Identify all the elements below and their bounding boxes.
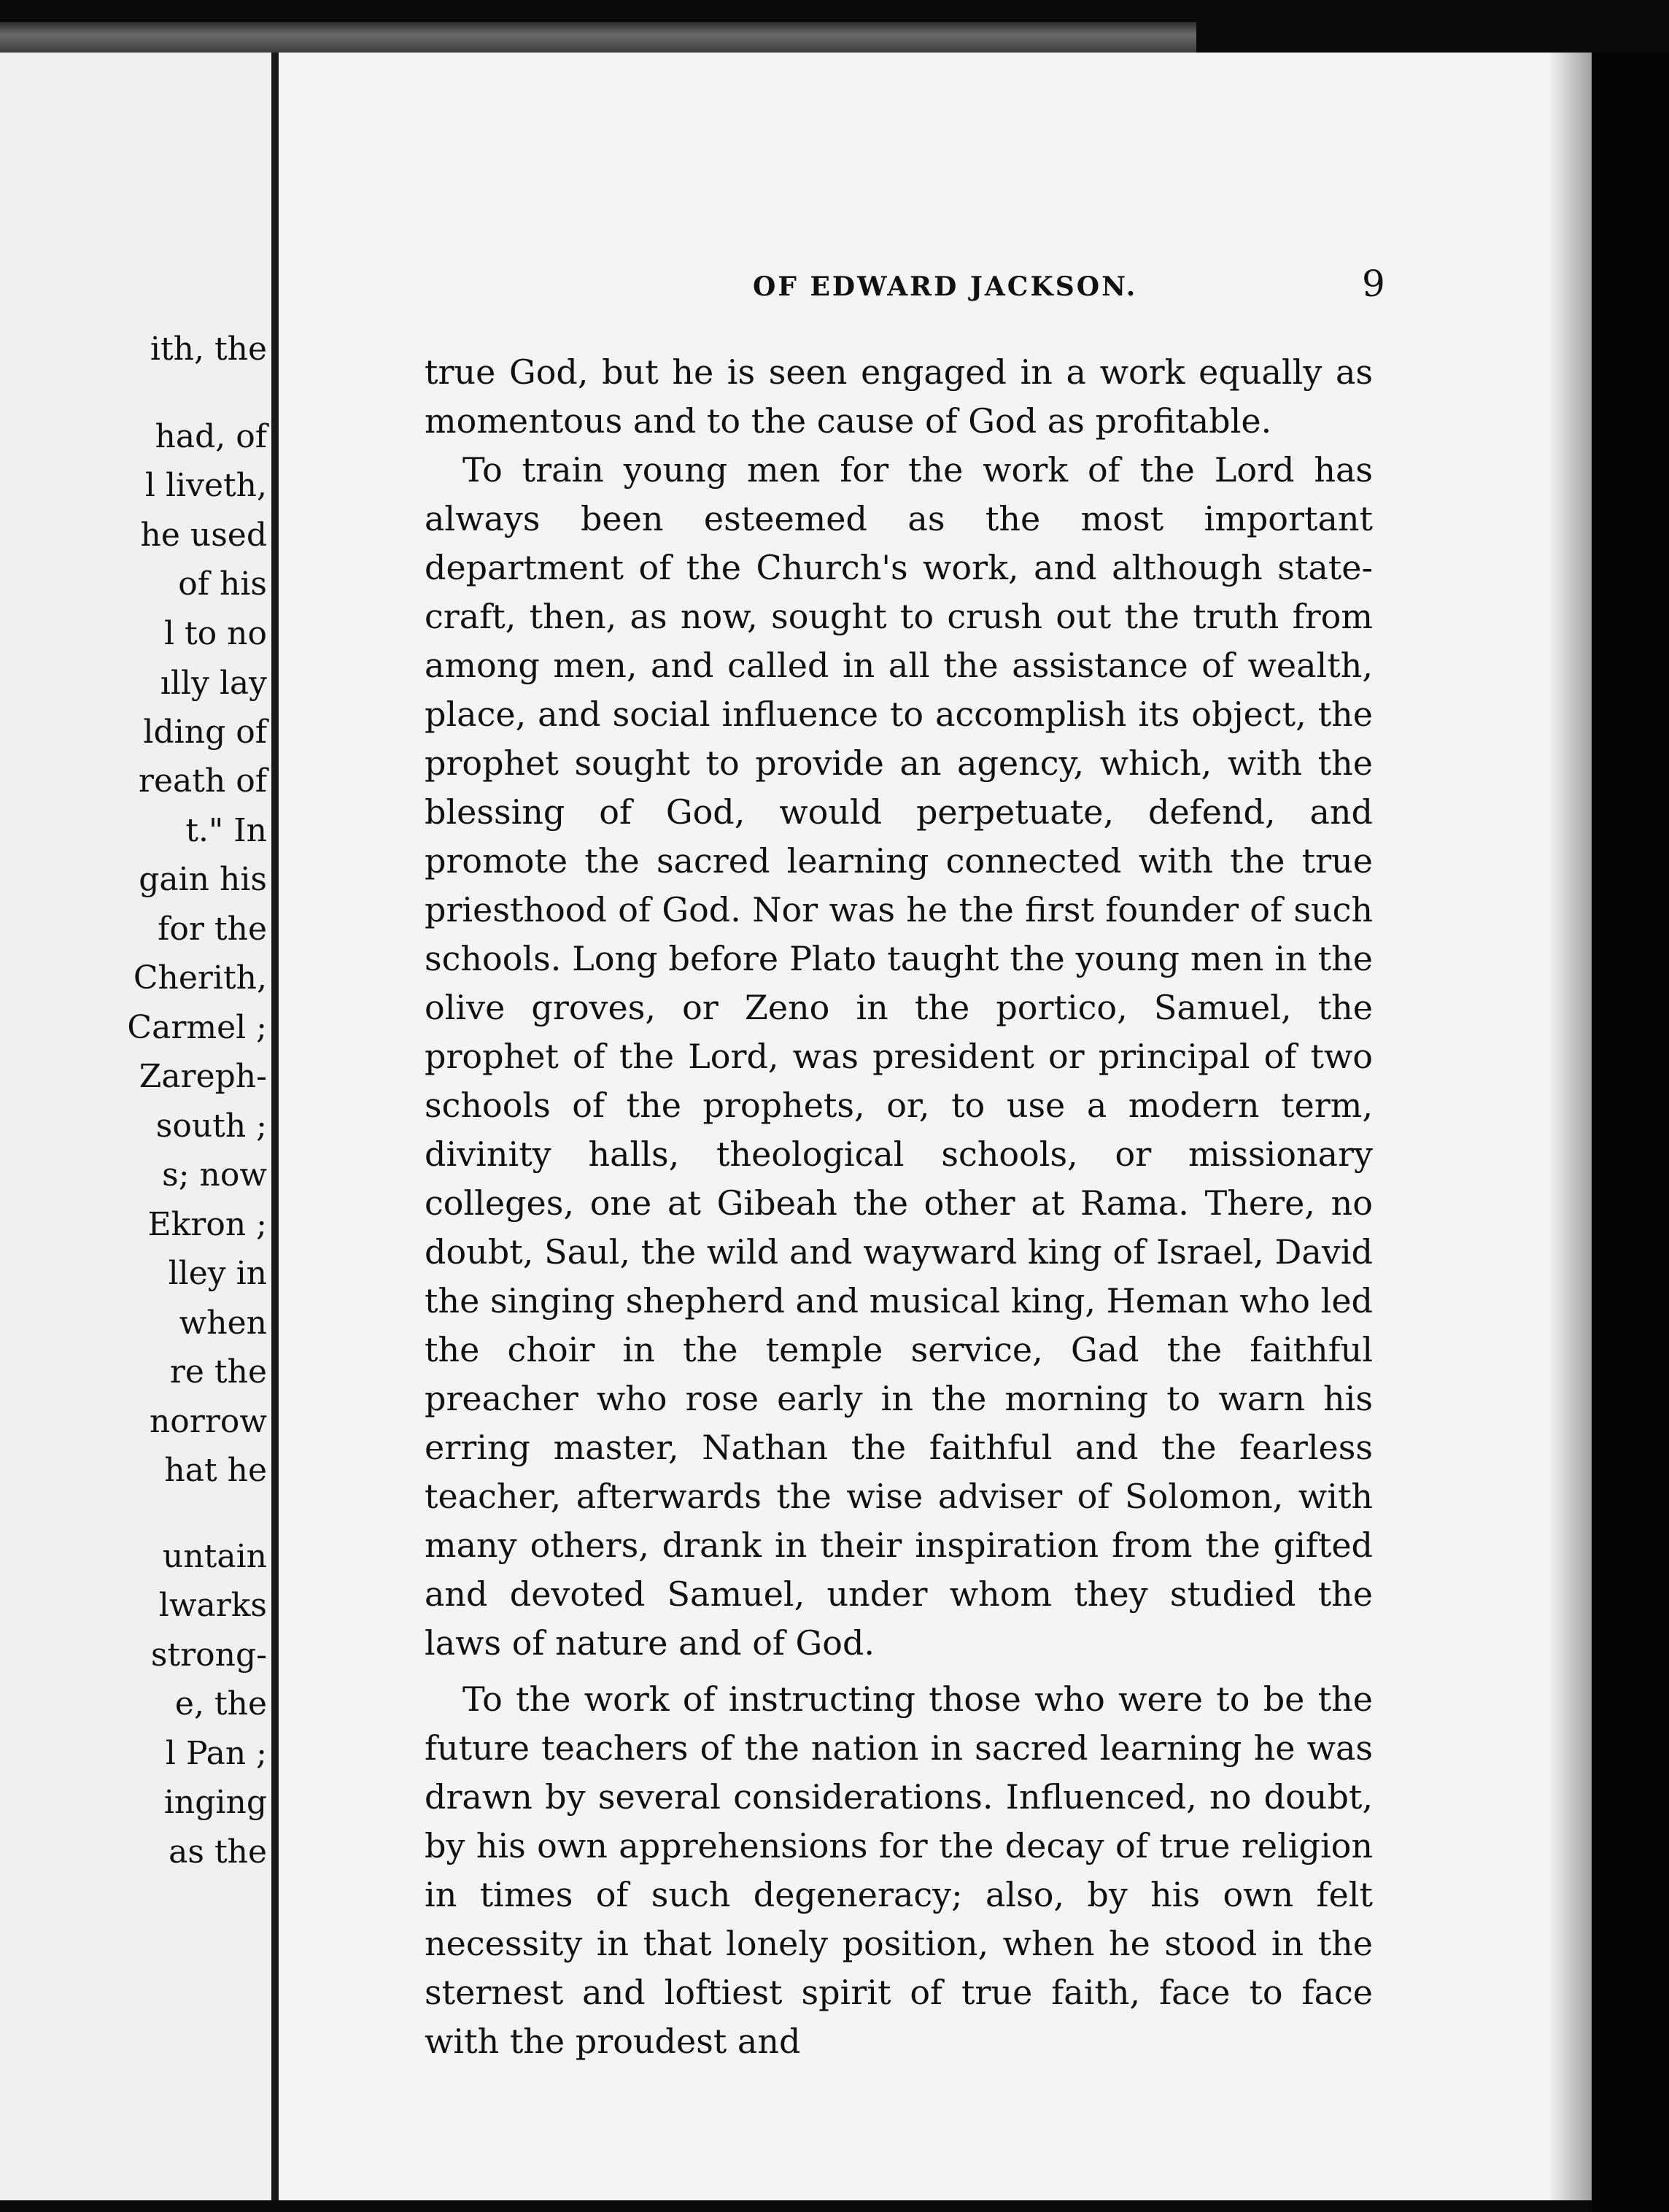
left-page-line-fragment: l to no xyxy=(163,615,267,652)
left-page-line-fragment: gain his xyxy=(139,861,267,898)
left-page-line-fragment: lwarks xyxy=(158,1587,267,1624)
page-edge-shadow xyxy=(1548,53,1592,2200)
left-page-line-fragment: inging xyxy=(163,1784,267,1821)
scan-background xyxy=(1592,53,1669,2212)
left-page-line-fragment: l liveth, xyxy=(144,467,267,504)
left-page-line-fragment: lley in xyxy=(168,1255,267,1292)
left-page-line-fragment: hat he xyxy=(164,1452,267,1489)
body-text xyxy=(425,348,1373,2066)
paragraph: true God, but he is seen engaged in a work equally as momentous and to the cause of God as profitable. xyxy=(425,352,1373,441)
left-page-line-fragment: untain xyxy=(163,1538,267,1575)
binding-edge-strip xyxy=(0,22,1196,54)
left-page-line-fragment: norrow xyxy=(149,1403,267,1440)
left-page-line-fragment: l Pan ; xyxy=(165,1735,267,1772)
running-head: OF EDWARD JACKSON. xyxy=(753,271,1138,302)
left-page-line-fragment: ith, the xyxy=(150,330,267,368)
paragraph: To the work of instructing those who were to be the future teachers of the nation in sacred learning he was drawn by several considerations. Influenced, no doubt, by his own apprehensions for the decay of true religion in times of such degeneracy; also, by his own felt necessity in that lonely position, when he stood in the sternest and loftiest spirit of true faith, face to face with the proudest and xyxy=(425,1679,1373,2061)
left-page-line-fragment: Cherith, xyxy=(133,959,267,997)
left-page-line-fragment: lding of xyxy=(143,714,267,751)
page-gutter xyxy=(271,53,279,2200)
page-number: 9 xyxy=(1362,263,1385,305)
left-page xyxy=(0,53,271,2200)
left-page-line-fragment: he used xyxy=(140,517,267,554)
left-page-line-fragment: s; now xyxy=(162,1156,267,1194)
left-page-line-fragment: Zareph- xyxy=(139,1058,267,1095)
left-page-line-fragment: t." In xyxy=(185,812,267,849)
left-page-line-fragment: strong- xyxy=(150,1636,267,1674)
left-page-line-fragment: for the xyxy=(158,910,267,948)
paragraph: To train young men for the work of the Lord has always been esteemed as the most important department of the Church's work, and although state-craft, then, as now, sought to crush out the truth from among men, and called in all the assistance of wealth, place, and social influence to accomplish its object, the prophet sought to provide an agency, which, with the blessing of God, would perpetuate, defend, and promote the sacred learning connected with the true priesthood of God. Nor was he the first founder of such schools. Long before Plato taught the young men in the olive groves, or Zeno in the portico, Samuel, the prophet of the Lord, was president or principal of two schools of the prophets, or, to use a modern term, divinity halls, theological schools, or missionary colleges, one at Gibeah the other at Rama. There, no doubt, Saul, the wild and wayward king of Israel, David the singing shepherd and musical king, Heman who led the choir in the temple service, Gad the faithful preacher who rose early in the morning to warn his erring master, Nathan the faithful and the fearless teacher, afterwards the wise adviser of Solomon, with many others, drank in their inspiration from the gifted and devoted Samuel, under whom they studied the laws of nature and of God. xyxy=(425,450,1373,1663)
left-page-line-fragment: Ekron ; xyxy=(147,1206,267,1243)
left-page-line-fragment: of his xyxy=(178,565,267,603)
left-page-line-fragment: had, of xyxy=(155,418,267,455)
left-page-line-fragment: reath of xyxy=(138,762,267,800)
left-page-line-fragment: south ; xyxy=(155,1107,267,1145)
left-page-line-fragment: ılly lay xyxy=(160,665,267,702)
left-page-line-fragment: e, the xyxy=(174,1685,267,1722)
left-page-line-fragment: as the xyxy=(169,1833,267,1871)
left-page-line-fragment: when xyxy=(179,1304,267,1342)
right-page xyxy=(279,53,1592,2200)
left-page-line-fragment: re the xyxy=(169,1353,267,1391)
left-page-line-fragment: Carmel ; xyxy=(127,1009,267,1046)
